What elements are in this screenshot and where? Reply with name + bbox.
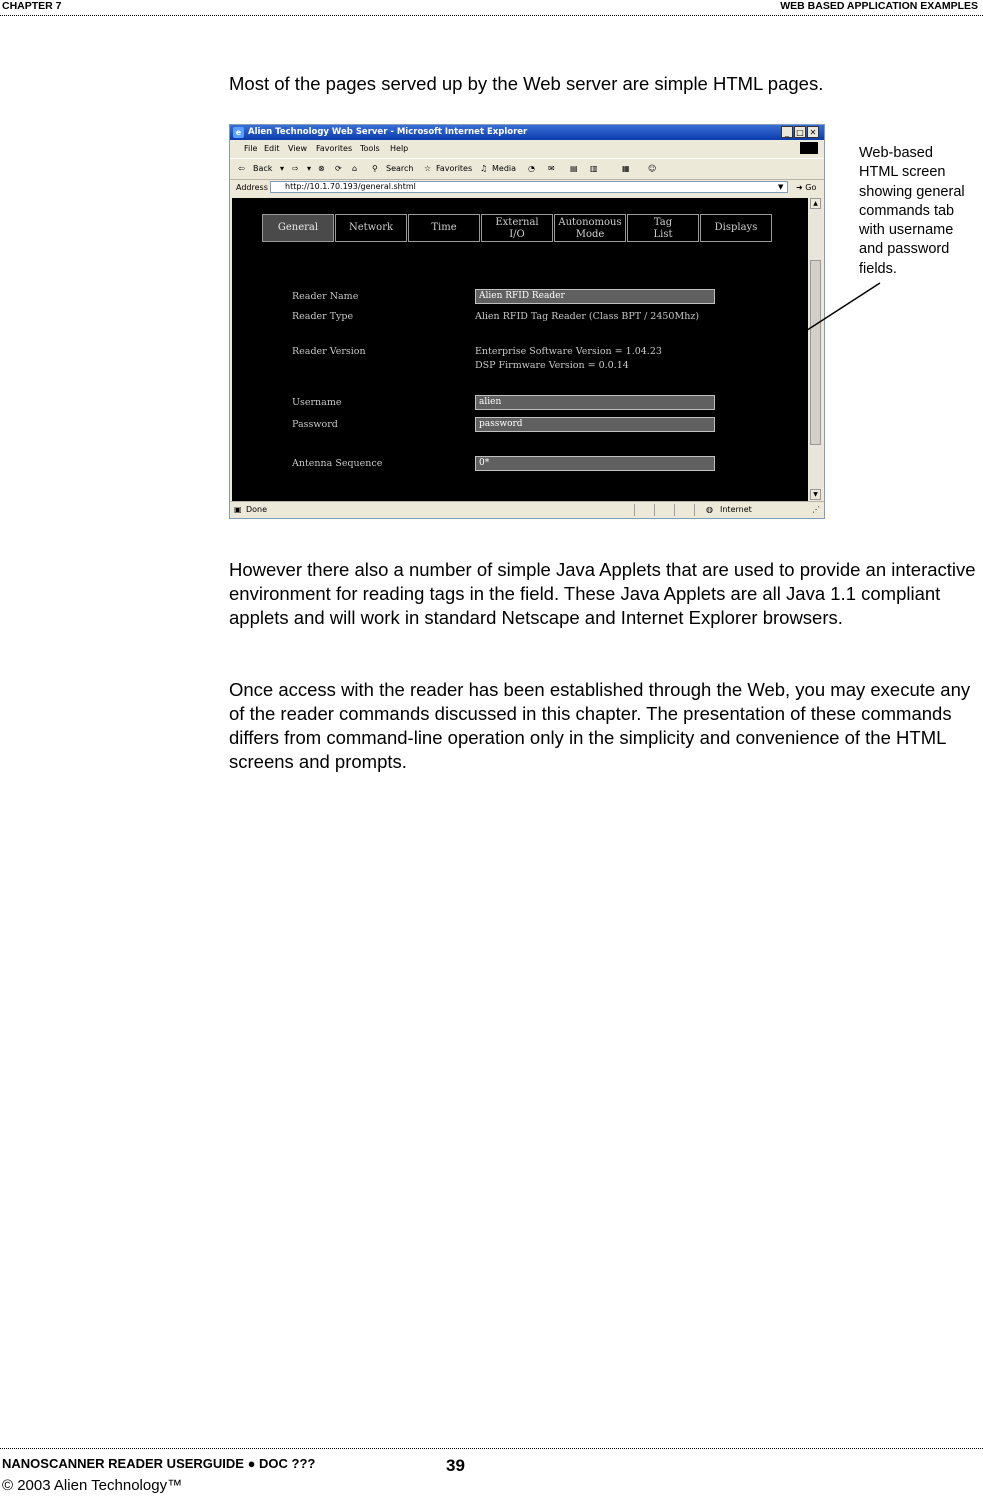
address-label: Address xyxy=(236,183,268,192)
callout-line: and password xyxy=(859,241,950,258)
tab-label: Displays xyxy=(714,222,758,233)
favorites-icon: ☆ xyxy=(424,164,432,173)
refresh-icon[interactable]: ⟳ xyxy=(335,164,342,173)
tab-label: List xyxy=(653,229,673,240)
dropdown-arrow-icon[interactable]: ▾ xyxy=(280,164,285,173)
menu-tools[interactable]: Tools xyxy=(360,144,380,153)
tab-label: External xyxy=(495,217,539,228)
intro-paragraph: Most of the pages served up by the Web server are simple HTML pages. xyxy=(229,73,824,94)
reader-version-label: Reader Version xyxy=(292,346,366,357)
callout-line: showing general xyxy=(859,183,965,200)
globe-icon: ◍ xyxy=(706,505,713,514)
media-button[interactable]: Media xyxy=(492,164,517,173)
tab-label: Tag xyxy=(653,217,673,228)
maximize-icon[interactable]: □ xyxy=(794,126,806,138)
reader-version-value: Enterprise Software Version = 1.04.23 xyxy=(475,346,662,357)
go-label: Go xyxy=(805,183,817,192)
menu-edit[interactable]: Edit xyxy=(264,144,280,153)
forward-icon[interactable]: ⇨ xyxy=(292,164,299,173)
close-icon[interactable]: ✕ xyxy=(807,126,819,138)
body-paragraph-2: Once access with the reader has been established through the Web, you may execute any of the reader commands discussed in this chapter. The presentation of these commands differs from command-line operation only in the simplicity and convenience of the HTML screens and prompts. xyxy=(229,679,971,772)
edit-icon[interactable]: ▤ xyxy=(570,164,578,173)
username-input[interactable]: alien xyxy=(475,395,715,410)
media-icon: ♫ xyxy=(480,164,488,173)
callout-line: HTML screen xyxy=(859,164,946,181)
reader-name-input[interactable]: Alien RFID Reader xyxy=(475,289,715,304)
callout-line: commands tab xyxy=(859,202,955,219)
menu-favorites[interactable]: Favorites xyxy=(316,144,353,153)
tab-label: Mode xyxy=(575,229,605,240)
status-divider xyxy=(654,504,655,516)
menu-file[interactable]: File xyxy=(244,144,258,153)
back-arrow-icon: ⇦ xyxy=(238,164,245,173)
password-input[interactable]: password xyxy=(475,417,715,432)
status-divider xyxy=(694,504,695,516)
minimize-icon[interactable]: _ xyxy=(781,126,793,138)
tab-label: Time xyxy=(431,222,457,233)
menu-view[interactable]: View xyxy=(288,144,307,153)
history-icon[interactable]: ◔ xyxy=(528,164,535,173)
arrow-line xyxy=(750,283,880,367)
address-dropdown-icon[interactable]: ▼ xyxy=(778,183,784,191)
security-zone: Internet xyxy=(720,505,752,514)
callout-line: fields. xyxy=(859,260,897,277)
home-icon[interactable]: ⌂ xyxy=(352,164,358,173)
body-paragraph-1: However there also a number of simple Java Applets that are used to provide an interactive environment for reading tags in the field. These Java Applets are all Java 1.1 compliant applets and will work in standard Netscape and Internet Explorer browsers. xyxy=(229,559,976,628)
dropdown-arrow-icon[interactable]: ▾ xyxy=(307,164,312,173)
section-title: WEB BASED APPLICATION EXAMPLES xyxy=(780,0,978,12)
print-icon[interactable]: ▥ xyxy=(590,164,598,173)
go-button[interactable]: ➜ Go xyxy=(796,183,817,192)
username-label: Username xyxy=(292,397,342,408)
mail-icon[interactable]: ✉ xyxy=(548,164,555,173)
search-button[interactable]: Search xyxy=(386,164,414,173)
stop-icon[interactable]: ⊗ xyxy=(318,164,325,173)
footer-doc-title: NANOSCANNER READER USERGUIDE ● DOC ??? xyxy=(2,1456,316,1471)
tab-label: General xyxy=(277,222,319,233)
reader-name-label: Reader Name xyxy=(292,291,359,302)
tab-label: I/O xyxy=(509,229,525,240)
resize-grip-icon[interactable]: ⋰ xyxy=(812,505,820,514)
messenger-icon[interactable]: ☺ xyxy=(648,164,657,173)
address-input[interactable]: http://10.1.70.193/general.shtml xyxy=(270,181,788,193)
ie-icon: e xyxy=(233,127,244,138)
callout-line: Web-based xyxy=(859,145,933,161)
page-icon[interactable]: ▦ xyxy=(622,164,630,173)
tab-label: Autonomous xyxy=(558,217,622,228)
reader-type-value: Alien RFID Tag Reader (Class BPT / 2450Mhz) xyxy=(475,311,700,322)
menu-help[interactable]: Help xyxy=(390,144,409,153)
scroll-down-icon[interactable]: ▼ xyxy=(810,489,821,500)
copyright: © 2003 Alien Technology™ xyxy=(2,1477,183,1494)
tab-label: Network xyxy=(348,222,394,233)
status-divider xyxy=(634,504,635,516)
chapter-label: CHAPTER 7 xyxy=(2,0,62,12)
page-number: 39 xyxy=(446,1456,465,1475)
page-done-icon: ▣ xyxy=(234,505,242,514)
antenna-sequence-label: Antenna Sequence xyxy=(292,458,383,469)
antenna-sequence-input[interactable]: 0* xyxy=(475,456,715,471)
callout-line: with username xyxy=(859,222,954,239)
callout-arrow xyxy=(0,0,983,400)
reader-type-label: Reader Type xyxy=(292,311,354,322)
back-button[interactable]: Back xyxy=(253,164,273,173)
scroll-up-icon[interactable]: ▲ xyxy=(810,198,821,209)
dsp-version-value: DSP Firmware Version = 0.0.14 xyxy=(475,360,629,371)
status-divider xyxy=(674,504,675,516)
browser-title: Alien Technology Web Server - Microsoft Internet Explorer xyxy=(248,127,528,137)
search-icon: ⚲ xyxy=(372,164,378,173)
password-label: Password xyxy=(292,419,338,430)
status-bar xyxy=(230,501,824,519)
favorites-button[interactable]: Favorites xyxy=(436,164,473,173)
status-text: Done xyxy=(246,505,268,514)
footer-divider xyxy=(0,1448,983,1449)
